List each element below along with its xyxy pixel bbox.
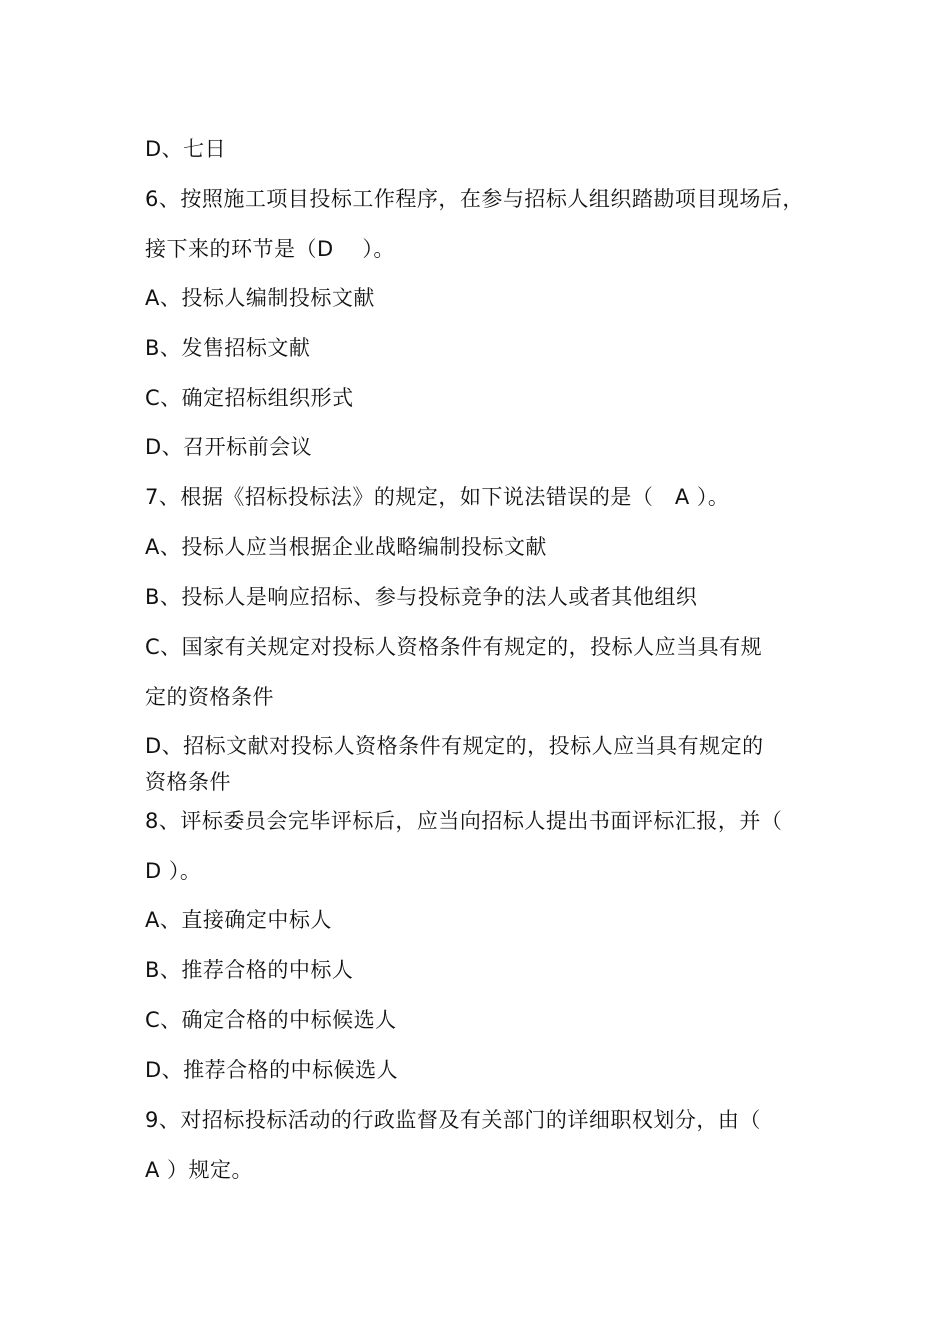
option-d-q7-line-1: D、招标文献对投标人资格条件有规定的，投标人应当具有规定的 (145, 734, 764, 758)
option-d-q8: D、推荐合格的中标候选人 (145, 1058, 399, 1082)
question-9-line-2: A ）规定。 (145, 1158, 254, 1182)
question-8-line-2: D ）。 (145, 859, 202, 883)
option-d-q7-line-2: 资格条件 (145, 770, 231, 794)
question-6-line-1: 6、按照施工项目投标工作程序，在参与招标人组织踏勘项目现场后， (145, 187, 804, 211)
option-d-q5: D、七日 (145, 137, 227, 161)
option-a-q6: A、投标人编制投标文献 (145, 286, 375, 310)
option-b-q7: B、投标人是响应招标、参与投标竞争的法人或者其他组织 (145, 585, 698, 609)
option-c-q7-line-1: C、国家有关规定对投标人资格条件有规定的，投标人应当具有规 (145, 635, 763, 659)
option-c-q8: C、确定合格的中标候选人 (145, 1008, 397, 1032)
question-7: 7、根据《招标投标法》的规定，如下说法错误的是（ A ）。 (145, 485, 730, 509)
option-c-q6: C、确定招标组织形式 (145, 386, 354, 410)
option-c-q7-line-2: 定的资格条件 (145, 685, 274, 709)
option-b-q6: B、发售招标文献 (145, 336, 311, 360)
question-8-line-1: 8、评标委员会完毕评标后，应当向招标人提出书面评标汇报，并（ (145, 809, 783, 833)
option-a-q8: A、直接确定中标人 (145, 908, 332, 932)
question-6-line-2: 接下来的环节是（D ）。 (145, 237, 395, 261)
option-a-q7: A、投标人应当根据企业战略编制投标文献 (145, 535, 547, 559)
question-9-line-1: 9、对招标投标活动的行政监督及有关部门的详细职权划分，由（ (145, 1108, 761, 1132)
option-d-q6: D、召开标前会议 (145, 435, 313, 459)
option-b-q8: B、推荐合格的中标人 (145, 958, 354, 982)
